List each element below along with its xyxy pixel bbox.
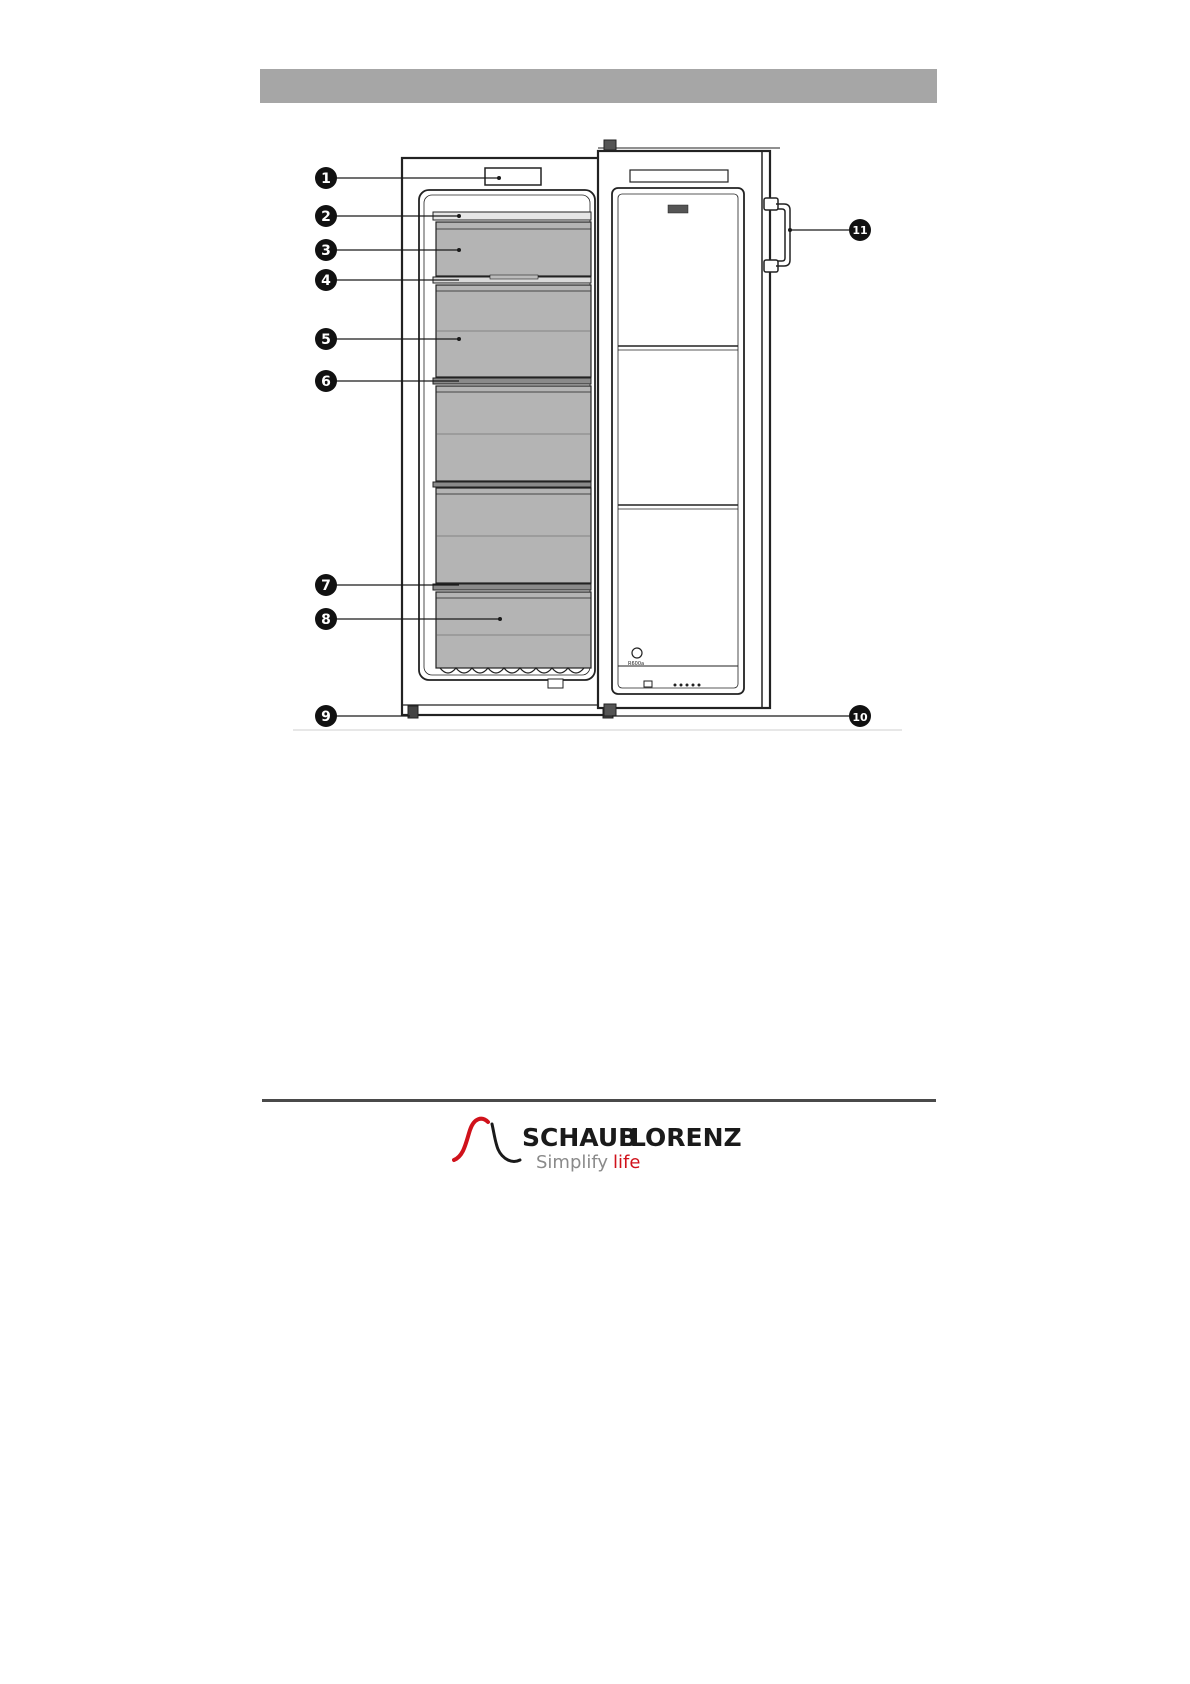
callout-4 — [315, 269, 337, 291]
brand-name-part1: SCHAUB — [522, 1123, 638, 1152]
tagline-part2: life — [613, 1152, 641, 1173]
freezer-drawer-3 — [436, 488, 591, 583]
callout-7 — [315, 574, 337, 596]
callout-10 — [849, 705, 871, 727]
brand-name-part2: LORENZ — [630, 1123, 742, 1152]
tagline-part1: Simplify — [536, 1152, 609, 1173]
callout-3 — [315, 239, 337, 261]
callout-3-label: 3 — [321, 243, 331, 259]
callout-9 — [315, 705, 337, 727]
brand-logo — [452, 1112, 742, 1174]
middle-shelf — [433, 482, 591, 487]
drain-cap — [548, 679, 563, 688]
callout-9-label: 9 — [321, 709, 331, 725]
callout-1 — [315, 167, 337, 189]
callout-7-label: 7 — [321, 578, 331, 594]
callout-4-label: 4 — [321, 273, 331, 289]
freezer-drawer — [436, 285, 591, 377]
bottom-drawer — [436, 592, 591, 673]
freezer-drawer-2 — [436, 386, 591, 481]
callout-2 — [315, 205, 337, 227]
control-panel — [485, 168, 541, 185]
callout-11 — [849, 219, 871, 241]
callout-8-label: 8 — [321, 612, 331, 628]
callout-8 — [315, 608, 337, 630]
logo-dark-swoosh — [492, 1124, 520, 1162]
recycle-mark-text: R600a — [628, 661, 645, 667]
callout-5-label: 5 — [321, 332, 331, 348]
door — [598, 148, 780, 708]
callout-5 — [315, 328, 337, 350]
callout-6-label: 6 — [321, 374, 331, 390]
callout-1-label: 1 — [321, 171, 331, 187]
energy-label — [668, 205, 688, 213]
footer-rule — [262, 1099, 936, 1102]
callout-10-label: 10 — [852, 711, 868, 724]
callout-2-label: 2 — [321, 209, 331, 225]
logo-red-swoosh — [454, 1119, 488, 1160]
callout-6 — [315, 370, 337, 392]
callout-11-label: 11 — [852, 224, 868, 237]
